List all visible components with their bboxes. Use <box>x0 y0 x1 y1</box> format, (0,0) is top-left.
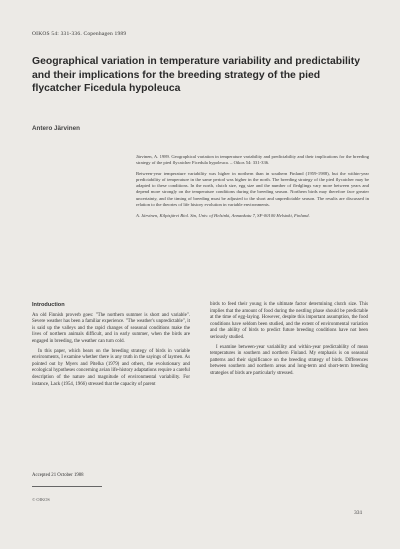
author-address: A. Järvinen, Kilpisjärvi Biol. Stn, Univ. of Helsinki, Annankatu 7, SF-00100 Helsinki, Finland. <box>136 212 310 218</box>
paragraph: In this paper, which bears on the breeding strategy of birds in variable environments, I examine whether there is any truth in the sayings of laymen. As pointed out by Myers and Pitelka (1979) and others, the evolutionary and ecological hypotheses concerning avian life-history adaptations require a careful description of the nature and magnitude of environmental variability. For instance, Lack (1954, 1966) stressed that the capacity of parent <box>32 348 190 387</box>
journal-citation: OIKOS 54: 331-336. Copenhagen 1989 <box>32 31 127 37</box>
abstract-body: Between-year temperature variability was higher in northern than in southern Finland (1959-1988), but the within-year predictability of temperature in the same period was higher in the north. The breeding strategy of the pied flycatcher may be adapted to these conditions. In the north, clutch size, egg size and the number of fledglings vary more between years and depend more strongly on the temperature conditions during the breeding season. Northern birds may therefore face greater uncertainty, and the timing of breeding must be adjusted to the short and unpredictable season. The results are discussed in relation to the theories of life history evolution in variable environments. <box>136 171 369 207</box>
article-title: Geographical variation in temperature variability and predictability and their implications for the breeding strategy of the pied flycatcher Ficedula hypoleuca <box>32 56 360 94</box>
paragraph: birds to feed their young is the ultimate factor determining clutch size. This implies that the amount of food during the nestling phase should be predictable at the time of egg-laying. However, despite this important assumption, the food conditions have seldom been studied, and the extent of environmental variation and the ability of birds to predict future breeding conditions have not been seriously studied. <box>210 302 368 340</box>
paragraph: An old Finnish proverb goes: "The northern summer is short and variable". Severe weather has been a familiar experience. "The weather's unpredictable", it is said up the valleys and the rapid changes of seasonal conditions make the lives of northern animals difficult, and in early summer, when the birds are engaged in breeding, the weather can turn cold. <box>32 312 190 344</box>
author-name: Antero Järvinen <box>32 125 80 132</box>
accepted-date: Accepted 21 October 1988 <box>32 473 84 478</box>
footnote-rule <box>32 486 102 487</box>
left-column <box>32 302 190 391</box>
section-heading: Introduction <box>32 302 65 308</box>
abstract <box>136 154 369 224</box>
copyright-note: © OIKOS <box>32 497 50 502</box>
abstract-citation: Järvinen, A. 1989. Geographical variation in temperature variability and predictability and their implications for the breeding strategy of the pied flycatcher Ficedula hypoleuca. – Oikos 54: 331-336. <box>136 154 369 166</box>
paragraph: I examine between-year variability and within-year predictability of mean temperatures in southern and northern Finland. My emphasis is on seasonal patterns and their significance on the breeding strategy of birds. Differences between southern and northern areas and long-term and short-term breeding strategies of birds are particularly stressed. <box>210 344 368 376</box>
page-number: 331 <box>354 510 363 516</box>
right-column <box>210 302 368 381</box>
